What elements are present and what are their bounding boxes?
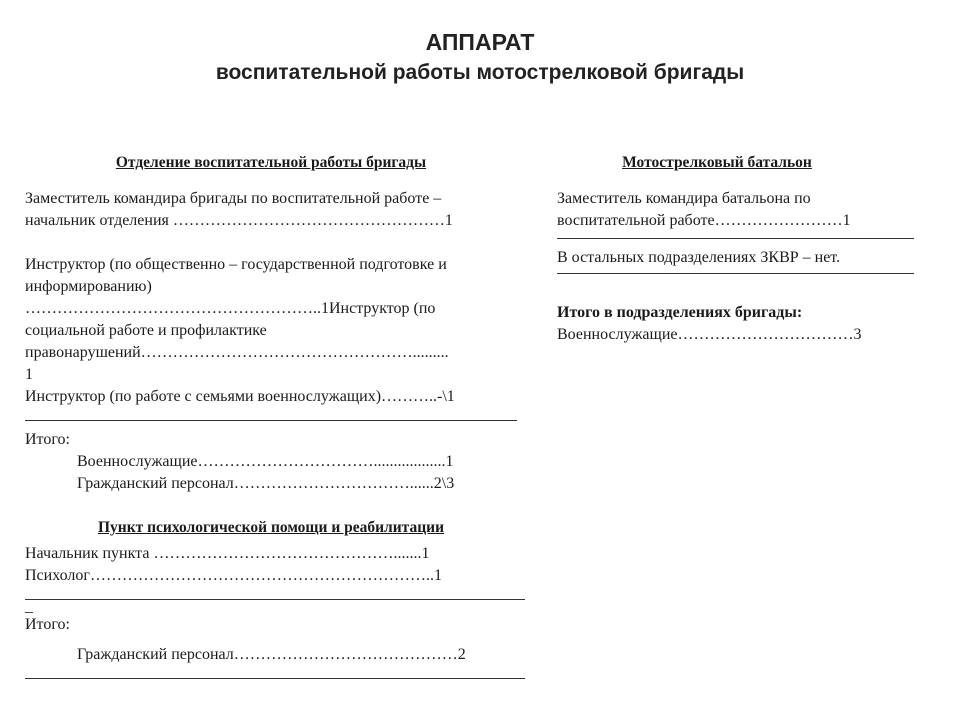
divider-rule [557,269,914,274]
dash-tail: _ [25,598,33,615]
deputy-commander-line-2: начальник отделения ……………………………………………1 [25,212,453,229]
instructor-3-line: Инструктор (по работе с семьями военнослужащих)………..-\1 [25,388,455,405]
total-military: Военнослужащие……………………………..................1 [77,453,454,470]
battalion-deputy-line-1: Заместитель командира батальона по [557,190,811,207]
divider-rule [25,408,517,421]
instructor-1-line-1: Инструктор (по общественно – государственной подготовке и [25,256,447,273]
spacer [25,636,537,644]
divider-rule [25,666,525,679]
instructor-2-line-3: 1 [25,366,33,383]
psych-total-civilian: Гражданский персонал……………………………………2 [77,646,466,663]
instructor-2-line-1: социальной работе и профилактике [25,322,267,339]
title-line-2: воспитательной работы мотострелковой бригады [215,61,745,84]
battalion-deputy-line-2: воспитательной работе……………………1 [557,212,851,229]
psych-total-label: Итого: [25,616,70,633]
total-civilian: Гражданский персонал……………………………......2\3 [77,475,455,492]
left-column [25,152,537,687]
document-title [0,26,960,88]
psych-point-chief: Начальник пункта ……………………………………….......1 [25,545,430,562]
total-label: Итого: [25,431,70,448]
brigade-total-label: Итого в подразделениях бригады: [557,304,803,321]
spacer [25,495,537,517]
psychologist: Психолог………………………………………………………..1 [25,567,442,584]
divider-rule [25,587,525,600]
spacer [25,232,537,254]
section-header-psych-help: Пункт психологической помощи и реабилитации [97,519,445,536]
section-header-motor-rifle-battalion: Мотострелковый батальон [622,154,812,171]
brigade-total-military: Военнослужащие……………………………3 [557,326,862,343]
right-column [557,152,917,346]
divider-rule [557,232,914,239]
deputy-commander-line-1: Заместитель командира бригады по воспитательной работе – [25,190,442,207]
instructor-1-line-2: информированию) [25,278,152,295]
instructor-1-line-3: ………………………………………………..1Инструктор (по [25,300,436,317]
title-line-1: АППАРАТ [425,29,535,55]
other-units-note: В остальных подразделениях ЗКВР – нет. [557,249,841,266]
section-header-education-department: Отделение воспитательной работы бригады [115,154,427,171]
instructor-2-line-2: правонарушений……………………………………………......... [25,344,449,361]
